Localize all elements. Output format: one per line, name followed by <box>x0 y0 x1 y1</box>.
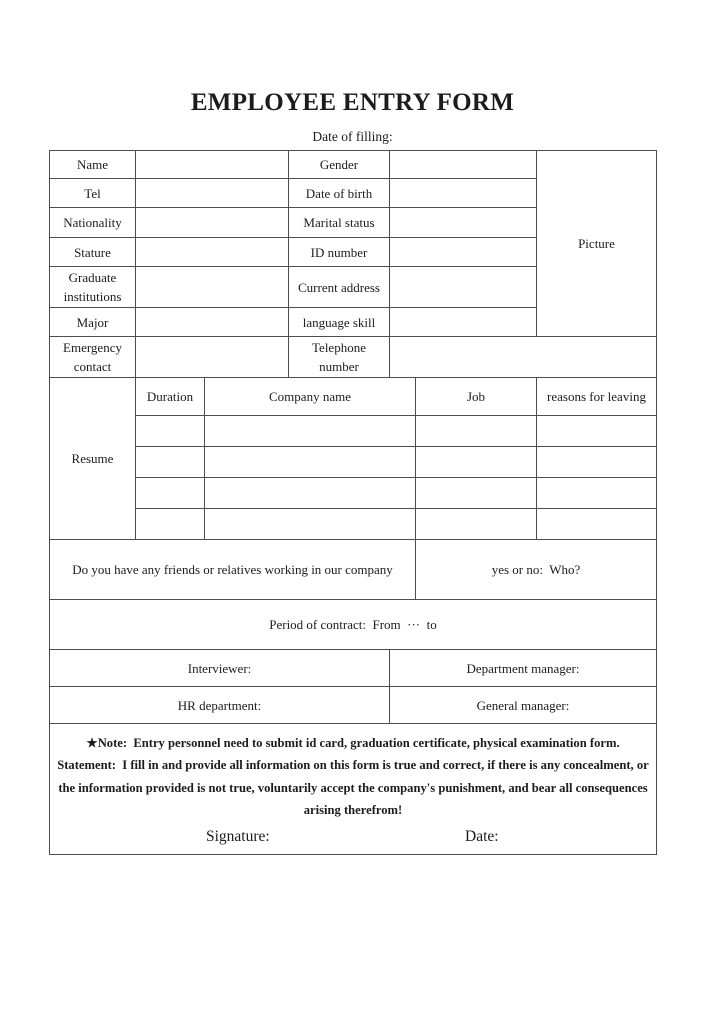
reasons-input-cell[interactable] <box>537 509 657 540</box>
date-of-filling-label: Date of filling: <box>312 129 393 144</box>
form-sheet <box>49 0 656 855</box>
major-input-cell[interactable] <box>136 308 289 337</box>
employee-form-table <box>49 150 657 855</box>
telephone-number-input-cell[interactable] <box>390 337 657 378</box>
resume-entry-row <box>50 509 657 540</box>
graduate-institutions-label: Graduate institutions <box>50 267 136 308</box>
page-title: EMPLOYEE ENTRY FORM <box>190 89 515 116</box>
duration-input-cell[interactable] <box>136 509 205 540</box>
gender-label: Gender <box>289 151 390 179</box>
date-label[interactable]: Date: <box>465 827 499 845</box>
current-address-input-cell[interactable] <box>390 267 537 308</box>
resume-label: Resume <box>50 378 136 540</box>
hr-row <box>50 687 657 724</box>
current-address-label: Current address <box>289 267 390 308</box>
job-input-cell[interactable] <box>416 509 537 540</box>
id-number-input-cell[interactable] <box>390 238 537 267</box>
resume-entry-row <box>50 478 657 509</box>
company-name-input-cell[interactable] <box>205 478 416 509</box>
duration-header: Duration <box>136 378 205 416</box>
company-name-input-cell[interactable] <box>205 509 416 540</box>
company-name-header: Company name <box>205 378 416 416</box>
language-skill-input-cell[interactable] <box>390 308 537 337</box>
note-row <box>50 724 657 855</box>
interviewer-cell[interactable]: Interviewer: <box>50 650 390 687</box>
general-manager-cell[interactable]: General manager: <box>390 687 657 724</box>
name-input-cell[interactable] <box>136 151 289 179</box>
note-inner <box>54 725 652 854</box>
note-text: ★Note: Entry personnel need to submit id card, graduation certificate, physical examination form. <box>86 735 620 750</box>
company-name-input-cell[interactable] <box>205 416 416 447</box>
date-of-birth-label: Date of birth <box>289 179 390 208</box>
note-cell <box>50 724 657 855</box>
contract-period-cell[interactable]: Period of contract: From ··· to <box>50 600 657 650</box>
job-header: Job <box>416 378 537 416</box>
emergency-contact-input-cell[interactable] <box>136 337 289 378</box>
picture-cell: Picture <box>537 151 657 337</box>
marital-status-label: Marital status <box>289 208 390 238</box>
tel-input-cell[interactable] <box>136 179 289 208</box>
resume-entry-row <box>50 447 657 478</box>
id-number-label: ID number <box>289 238 390 267</box>
resume-entry-row <box>50 416 657 447</box>
job-input-cell[interactable] <box>416 478 537 509</box>
name-label: Name <box>50 151 136 179</box>
graduate-institutions-input-cell[interactable] <box>136 267 289 308</box>
gender-input-cell[interactable] <box>390 151 537 179</box>
stature-label: Stature <box>50 238 136 267</box>
marital-status-input-cell[interactable] <box>390 208 537 238</box>
signature-row <box>54 827 652 849</box>
language-skill-label: language skill <box>289 308 390 337</box>
duration-input-cell[interactable] <box>136 478 205 509</box>
signature-label[interactable]: Signature: <box>206 827 270 845</box>
hr-department-cell[interactable]: HR department: <box>50 687 390 724</box>
reasons-input-cell[interactable] <box>537 447 657 478</box>
date-of-birth-input-cell[interactable] <box>390 179 537 208</box>
resume-header-row <box>50 378 657 416</box>
row-emergency-telephone <box>50 337 657 378</box>
friends-answer-cell[interactable]: yes or no: Who? <box>416 540 657 600</box>
interviewer-row <box>50 650 657 687</box>
stature-input-cell[interactable] <box>136 238 289 267</box>
reasons-input-cell[interactable] <box>537 416 657 447</box>
company-name-input-cell[interactable] <box>205 447 416 478</box>
friends-question-row <box>50 540 657 600</box>
reasons-header: reasons for leaving <box>537 378 657 416</box>
job-input-cell[interactable] <box>416 416 537 447</box>
statement-text: Statement: I fill in and provide all information on this form is true and correct, if there is any concealment, or the information provided is not true, voluntarily accept the company's punishment, and bear all consequences arising therefrom! <box>57 758 652 817</box>
department-manager-cell[interactable]: Department manager: <box>390 650 657 687</box>
row-name-gender <box>50 151 657 179</box>
major-label: Major <box>50 308 136 337</box>
duration-input-cell[interactable] <box>136 447 205 478</box>
tel-label: Tel <box>50 179 136 208</box>
contract-period-row <box>50 600 657 650</box>
friends-question-label: Do you have any friends or relatives working in our company <box>50 540 416 600</box>
reasons-input-cell[interactable] <box>537 478 657 509</box>
job-input-cell[interactable] <box>416 447 537 478</box>
telephone-number-label: Telephone number <box>289 337 390 378</box>
duration-input-cell[interactable] <box>136 416 205 447</box>
nationality-label: Nationality <box>50 208 136 238</box>
emergency-contact-label: Emergency contact <box>50 337 136 378</box>
nationality-input-cell[interactable] <box>136 208 289 238</box>
